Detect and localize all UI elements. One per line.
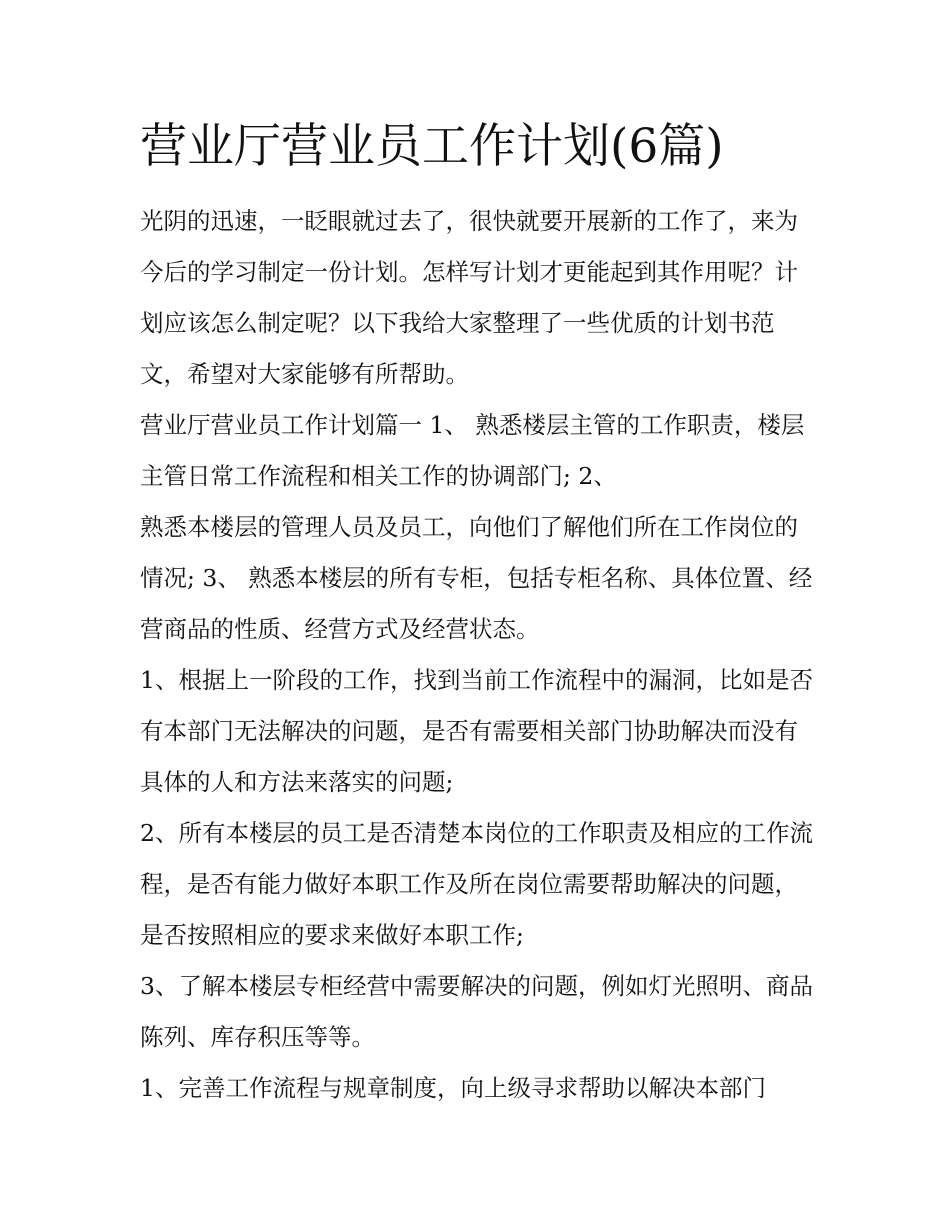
workflow-gaps-paragraph: 1、根据上一阶段的工作，找到当前工作流程中的漏洞，比如是否有本部门无法解决的问题，是否有需要相关部门协助解决而没有具体的人和方法来落实的问题; <box>140 666 813 796</box>
staff-duties-paragraph: 2、所有本楼层的员工是否清楚本岗位的工作职责及相应的工作流程，是否有能力做好本职工作及所在岗位需要帮助解决的问题，是否按照相应的要求来做好本职工作; <box>140 819 813 949</box>
document-body <box>140 196 820 1114</box>
familiarize-staff-paragraph: 熟悉本楼层的管理人员及员工，向他们了解他们所在工作岗位的情况; 3、 熟悉本楼层的所有专柜，包括专柜名称、具体位置、经营商品的性质、经营方式及经营状态。 <box>140 513 813 643</box>
improve-process-paragraph: 1、完善工作流程与规章制度，向上级寻求帮助以解决本部门 <box>140 1074 766 1102</box>
section-one-paragraph: 营业厅营业员工作计划篇一 1、 熟悉楼层主管的工作职责，楼层主管日常工作流程和相关工作的协调部门; 2、 <box>140 411 805 490</box>
intro-paragraph: 光阴的迅速，一眨眼就过去了，很快就要开展新的工作了，来为今后的学习制定一份计划。怎样写计划才更能起到其作用呢？计划应该怎么制定呢？以下我给大家整理了一些优质的计划书范文，希望对大家能够有所帮助。 <box>140 207 798 388</box>
document-title: 营业厅营业员工作计划(6篇) <box>140 119 724 174</box>
counter-issues-paragraph: 3、了解本楼层专柜经营中需要解决的问题，例如灯光照明、商品陈列、库存积压等等。 <box>140 972 813 1051</box>
